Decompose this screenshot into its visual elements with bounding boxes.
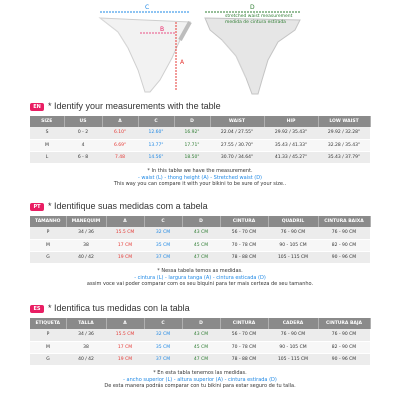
note-line: * Nessa tabela temos as medidas. [157, 268, 243, 274]
table-cell: 78 - 88 CM [220, 251, 268, 263]
col-header: TALLA [66, 318, 106, 329]
table-cell: S [30, 127, 64, 139]
size-table-es [30, 318, 371, 366]
table-cell: 32 CM [144, 227, 182, 239]
col-header: CADERA [268, 318, 318, 329]
table-cell: 6.69" [102, 139, 138, 151]
table-cell: 43 CM [182, 227, 220, 239]
table-cell: 47 CM [182, 251, 220, 263]
table-cell: 27.55 / 30.70" [210, 139, 264, 151]
table-cell: 40 / 42 [66, 353, 106, 365]
notes-es [30, 370, 370, 390]
col-header: CINTURA BAIXA [318, 216, 370, 227]
table-cell: 30.70 / 34.64" [210, 151, 264, 163]
col-header: D [182, 318, 220, 329]
section-heading-es: * Identifica tus medidas con la tabla [48, 303, 190, 313]
table-cell: 90 - 105 CM [268, 239, 318, 251]
table-cell: 35 CM [144, 239, 182, 251]
table-cell: 14.56" [138, 151, 174, 163]
label-a: A [180, 59, 185, 66]
table-cell: 45 CM [182, 341, 220, 353]
table-cell: L [30, 151, 64, 163]
table-cell: 90 - 105 CM [268, 341, 318, 353]
table-cell: 16.92" [174, 127, 210, 139]
table-cell: 15.5 CM [106, 227, 144, 239]
table-cell: 17.71" [174, 139, 210, 151]
label-c: C [145, 4, 150, 11]
table-cell: 38 [66, 341, 106, 353]
table-cell: 56 - 70 CM [220, 329, 268, 341]
col-header: LOW WAIST [318, 116, 370, 127]
table-cell: 38 [66, 239, 106, 251]
size-table-pt [30, 216, 371, 264]
table-cell: 43 CM [182, 329, 220, 341]
table-cell: G [30, 353, 66, 365]
table-cell: 17 CM [106, 239, 144, 251]
col-header: CINTURA [220, 216, 268, 227]
table-cell: 0 - 2 [64, 127, 102, 139]
note-line: This way you can compare it with your bikini to be sure of your size.. [113, 181, 287, 187]
table-cell: 40 / 42 [66, 251, 106, 263]
flag-pt: PT [30, 203, 44, 211]
col-header: QUADRIL [268, 216, 318, 227]
table-row [30, 353, 370, 365]
col-header: SIZE [30, 116, 64, 127]
table-cell: 70 - 78 CM [220, 341, 268, 353]
table-cell: 15.5 CM [106, 329, 144, 341]
col-header: A [106, 318, 144, 329]
product-illustration [0, 0, 400, 100]
table-cell: 37 CM [144, 251, 182, 263]
table-cell: 82 - 90 CM [318, 239, 370, 251]
table-cell: 35.43 / 41.33" [264, 139, 318, 151]
table-cell: 47 CM [182, 353, 220, 365]
table-cell: 7.48 [102, 151, 138, 163]
stretched-note-es: medida de cintura estirada [225, 20, 286, 25]
table-cell: 34 / 36 [66, 329, 106, 341]
col-header: C [144, 216, 182, 227]
label-d: D [250, 4, 255, 11]
note-line: - waist (L) - thong height (A) - Stretched waist (D) [137, 174, 263, 181]
table-cell: 76 - 90 CM [318, 227, 370, 239]
table-cell: G [30, 251, 66, 263]
section-heading-en: * Identify your measurements with the table [48, 101, 221, 111]
table-cell: 6 - 8 [64, 151, 102, 163]
table-cell: 41.33 / 45.27" [264, 151, 318, 163]
table-cell: M [30, 139, 64, 151]
table-cell: 22.04 / 27.55" [210, 127, 264, 139]
table-cell: 70 - 78 CM [220, 239, 268, 251]
table-cell: 35.43 / 37.79" [318, 151, 370, 163]
note-line: - cintura (L) - largura tanga (A) - cintura esticada (D) [134, 274, 266, 281]
col-header: CINTURA [220, 318, 268, 329]
note-line: De esta manera podrás comparar con tu bikini para estar seguro de tu talla. [104, 383, 296, 389]
table-row [30, 127, 370, 139]
section-pt [30, 202, 370, 302]
note-line: - ancho superior (L) - altura superior (A) - cintura estirada (D) [123, 376, 277, 383]
table-cell: 32.28 / 35.43" [318, 139, 370, 151]
col-header: US [64, 116, 102, 127]
col-header: CINTURA BAJA [318, 318, 370, 329]
table-row [30, 341, 370, 353]
note-line: assim voce vai poder comparar com os seu biquini para ter mais certeza de seu tamanho. [86, 281, 314, 287]
table-cell: 12.60" [138, 127, 174, 139]
col-header: WAIST [210, 116, 264, 127]
table-row [30, 151, 370, 163]
col-header: TAMANHO [30, 216, 66, 227]
table-cell: 76 - 90 CM [318, 329, 370, 341]
stretched-note-en: stretched waist measurement [225, 14, 293, 19]
table-row [30, 251, 370, 263]
notes-en [30, 168, 370, 188]
col-header: D [182, 216, 220, 227]
section-en [30, 102, 370, 198]
table-cell: P [30, 227, 66, 239]
flag-en: EN [30, 103, 44, 111]
col-header: HIP [264, 116, 318, 127]
table-cell: 37 CM [144, 353, 182, 365]
table-cell: 90 - 96 CM [318, 251, 370, 263]
table-cell: 34 / 36 [66, 227, 106, 239]
table-row [30, 239, 370, 251]
label-b: B [160, 26, 165, 33]
table-cell: M [30, 341, 66, 353]
table-cell: 56 - 70 CM [220, 227, 268, 239]
table-cell: 105 - 115 CM [268, 251, 318, 263]
table-row [30, 139, 370, 151]
note-line: * En esta tabla tenemos las medidas. [153, 370, 247, 376]
col-header: D [174, 116, 210, 127]
table-cell: 32 CM [144, 329, 182, 341]
table-cell: 29.92 / 32.28" [318, 127, 370, 139]
table-cell: 29.92 / 35.43" [264, 127, 318, 139]
col-header: A [106, 216, 144, 227]
section-heading-pt: * Identifique suas medidas com a tabela [48, 201, 208, 211]
col-header: C [144, 318, 182, 329]
bikini-back-drawing [205, 18, 300, 94]
col-header: A [102, 116, 138, 127]
table-cell: 6.10" [102, 127, 138, 139]
col-header: MANEQUIM [66, 216, 106, 227]
size-table-en [30, 116, 371, 164]
table-row [30, 329, 370, 341]
table-cell: P [30, 329, 66, 341]
section-es [30, 304, 370, 400]
table-cell: 35 CM [144, 341, 182, 353]
table-cell: 82 - 90 CM [318, 341, 370, 353]
table-row [30, 227, 370, 239]
table-cell: 18.50" [174, 151, 210, 163]
table-cell: 19 CM [106, 251, 144, 263]
table-cell: 76 - 90 CM [268, 329, 318, 341]
col-header: ETIQUETA [30, 318, 66, 329]
table-cell: M [30, 239, 66, 251]
table-cell: 4 [64, 139, 102, 151]
table-cell: 90 - 96 CM [318, 353, 370, 365]
table-cell: 19 CM [106, 353, 144, 365]
table-cell: 17 CM [106, 341, 144, 353]
note-line: * In this tablw we have the measurement. [147, 168, 253, 174]
table-cell: 105 - 115 CM [268, 353, 318, 365]
table-cell: 78 - 88 CM [220, 353, 268, 365]
table-cell: 13.77" [138, 139, 174, 151]
col-header: C [138, 116, 174, 127]
flag-es: ES [30, 305, 44, 313]
notes-pt [30, 268, 370, 288]
table-cell: 76 - 90 CM [268, 227, 318, 239]
table-cell: 45 CM [182, 239, 220, 251]
